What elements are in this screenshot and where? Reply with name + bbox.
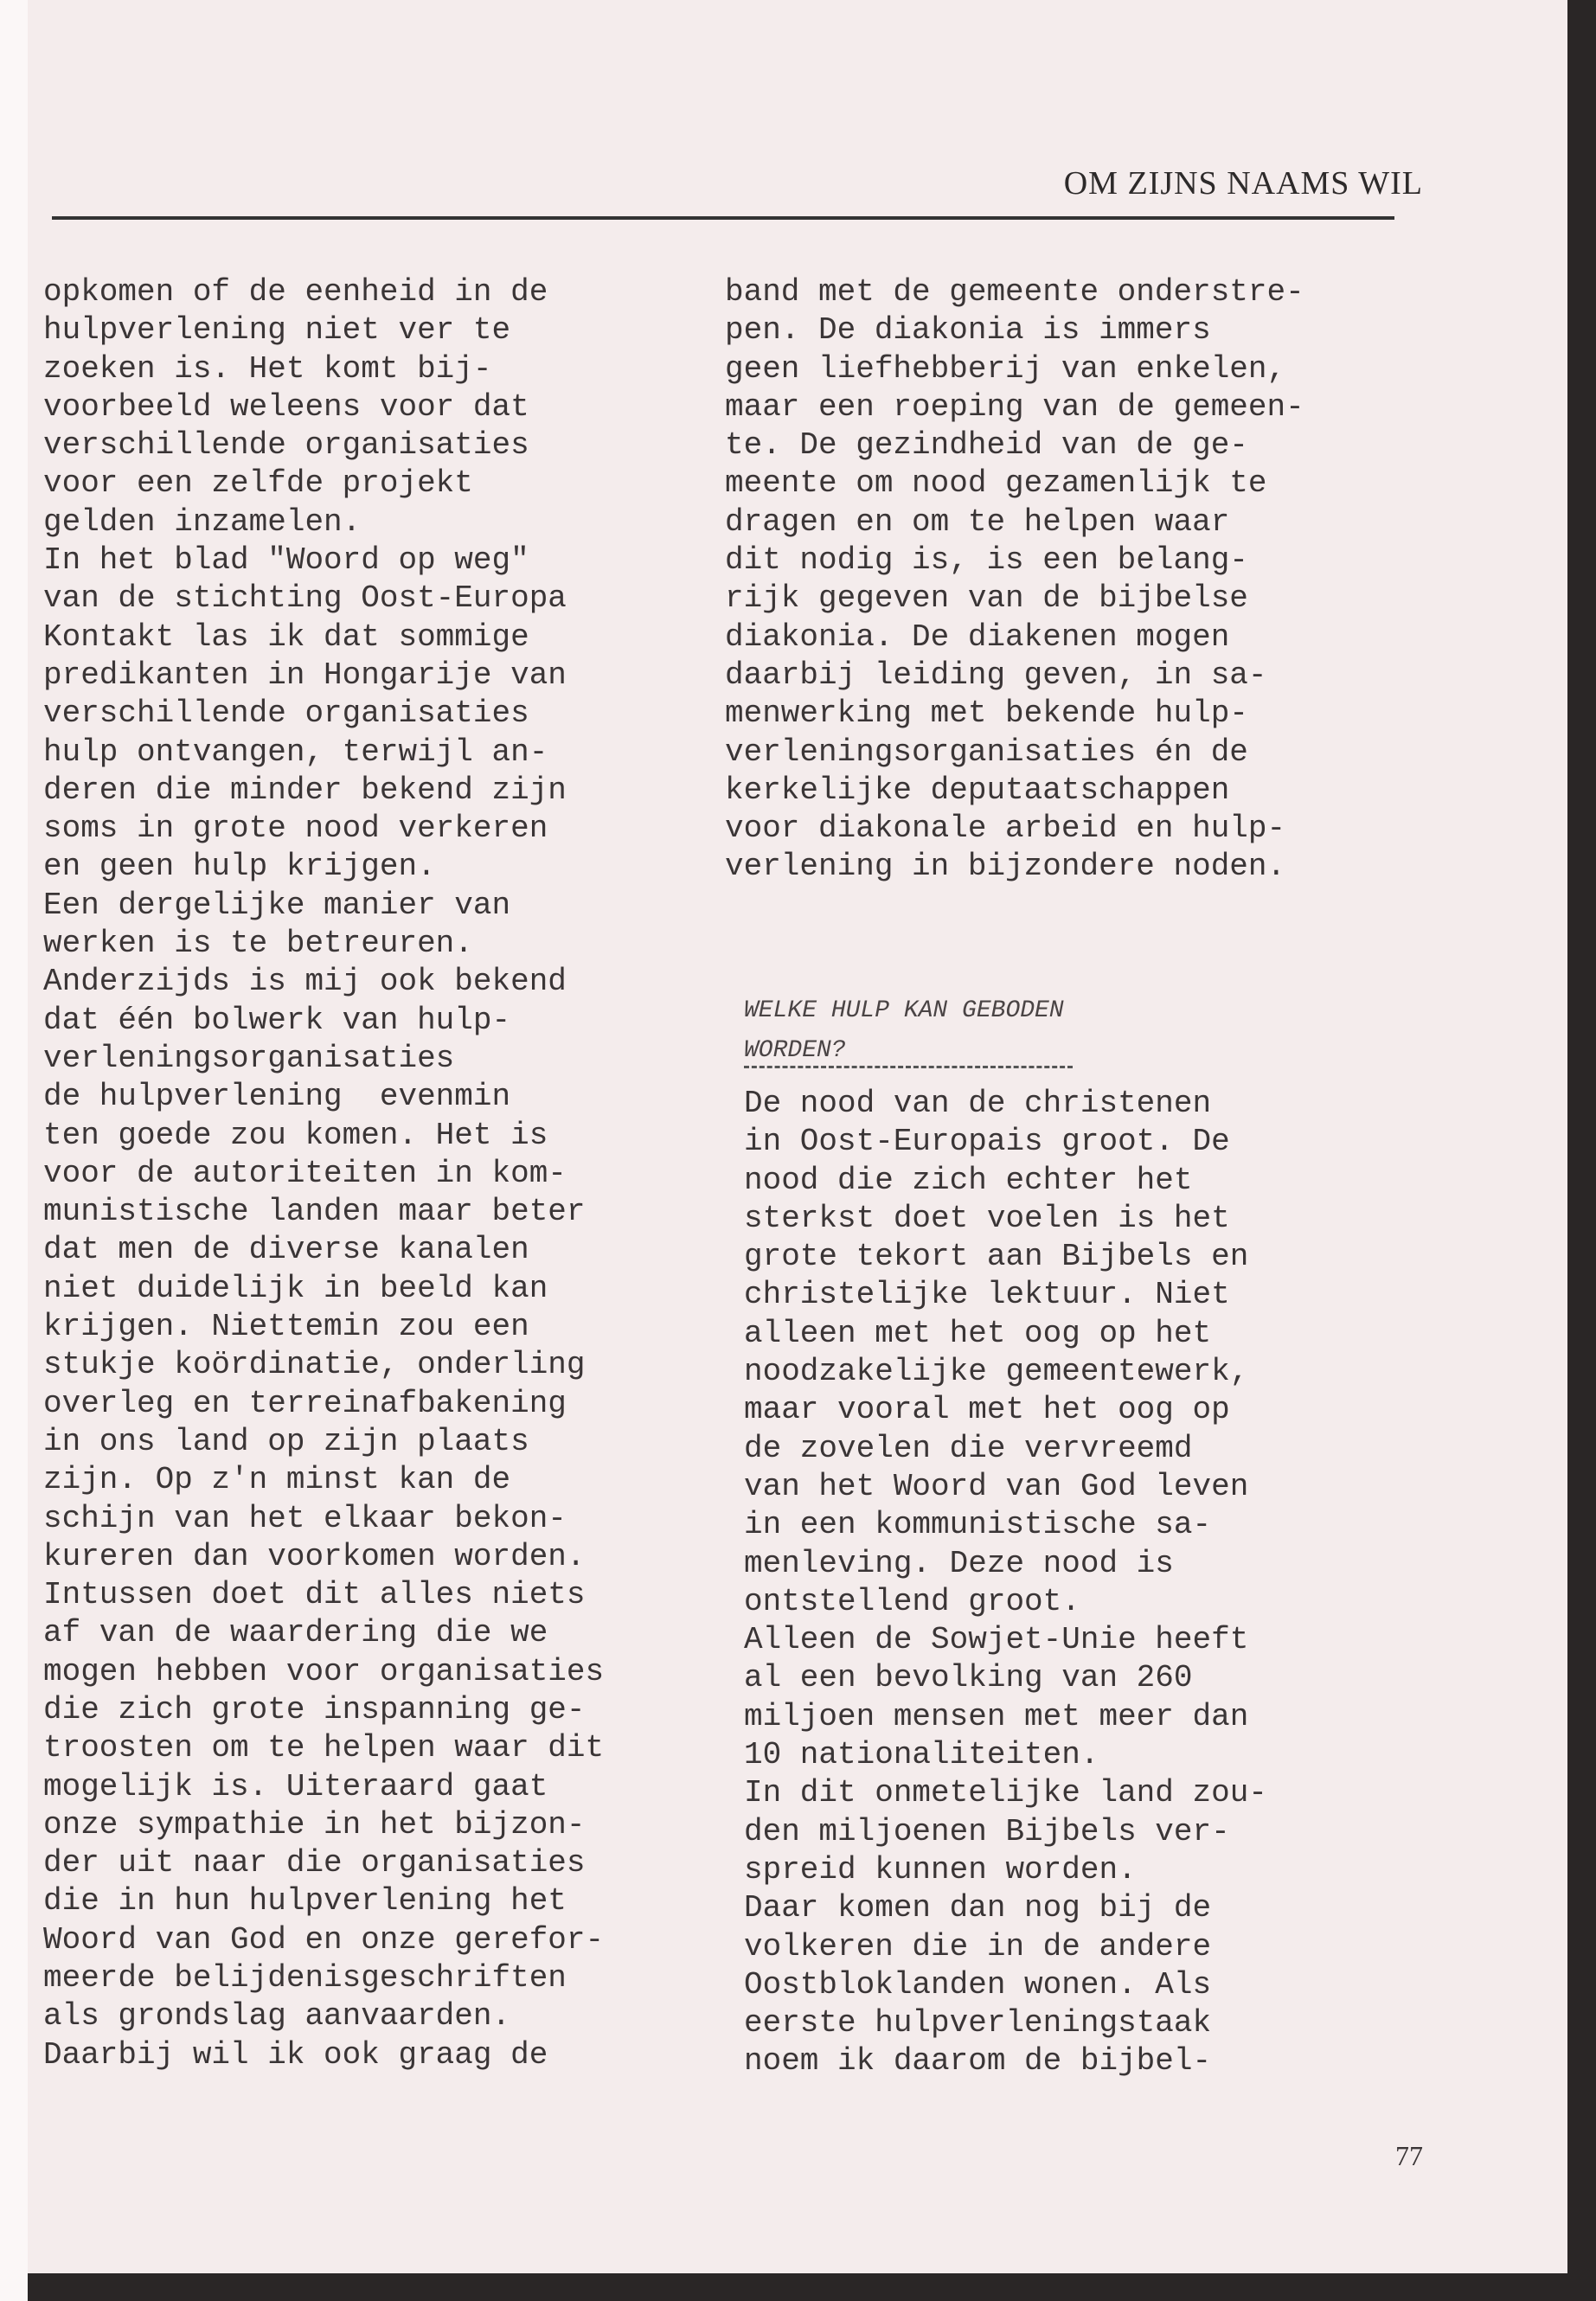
text-line: verschillende organisaties: [43, 695, 529, 732]
text-line: stukje koördinatie, onderling: [43, 1347, 586, 1383]
box-title-line2: WORDEN?: [744, 1037, 846, 1064]
text-line: mogen hebben voor organisaties: [43, 1653, 605, 1689]
text-line: dat men de diverse kanalen: [43, 1232, 529, 1268]
text-line: soms in grote nood verkeren: [43, 811, 548, 847]
text-line: krijgen. Niettemin zou een: [43, 1309, 529, 1345]
text-line: mogelijk is. Uiteraard gaat: [43, 1768, 548, 1804]
text-line: overleg en terreinafbakening: [43, 1385, 567, 1421]
text-line: der uit naar die organisaties: [43, 1845, 586, 1881]
text-line: die in hun hulpverlening het: [43, 1883, 567, 1920]
text-line: den miljoenen Bijbels ver-: [744, 1813, 1230, 1849]
text-line: Daar komen dan nog bij de: [744, 1890, 1212, 1926]
text-line: ontstellend groot.: [744, 1583, 1080, 1619]
box-title-line1: WELKE HULP KAN GEBODEN: [744, 997, 1064, 1024]
text-line: munistische landen maar beter: [43, 1194, 586, 1230]
text-line: maar vooral met het oog op: [744, 1392, 1230, 1428]
text-line: meerde belijdenisgeschriften: [43, 1960, 567, 1997]
text-line: verlening in bijzondere noden.: [725, 849, 1286, 885]
text-line: dat één bolwerk van hulp-: [43, 1002, 511, 1038]
text-line: de zovelen die vervreemd: [744, 1430, 1193, 1466]
text-line: verleningsorganisaties én de: [725, 734, 1248, 770]
text-line: ten goede zou komen. Het is: [43, 1117, 548, 1153]
text-line: Alleen de Sowjet-Unie heeft: [744, 1622, 1249, 1658]
text-line: Woord van God en onze gerefor-: [43, 1921, 605, 1958]
text-line: Intussen doet dit alles niets: [43, 1577, 586, 1613]
text-line: in ons land op zijn plaats: [43, 1423, 529, 1459]
text-line: Daarbij wil ik ook graag de: [43, 2036, 548, 2073]
header-rule: [52, 216, 1394, 220]
page-edge: [0, 0, 28, 2301]
text-line: af van de waardering die we: [43, 1615, 548, 1651]
text-line: sterkst doet voelen is het: [744, 1200, 1230, 1236]
box-title: [744, 991, 1064, 1071]
text-line: Kontakt las ik dat sommige: [43, 619, 529, 655]
text-line: voor diakonale arbeid en hulp-: [725, 811, 1286, 847]
text-line: deren die minder bekend zijn: [43, 772, 567, 808]
text-line: predikanten in Hongarije van: [43, 657, 567, 693]
text-line: miljoen mensen met meer dan: [744, 1698, 1249, 1734]
text-line: van de stichting Oost-Europa: [43, 580, 567, 617]
text-line: van het Woord van God leven: [744, 1468, 1249, 1504]
text-line: Oostbloklanden wonen. Als: [744, 1966, 1212, 2003]
text-line: voor de autoriteiten in kom-: [43, 1155, 567, 1191]
text-line: grote tekort aan Bijbels en: [744, 1239, 1249, 1275]
text-line: nood die zich echter het: [744, 1162, 1193, 1198]
text-line: troosten om te helpen waar dit: [43, 1730, 605, 1766]
text-line: schijn van het elkaar bekon-: [43, 1500, 567, 1536]
text-line: band met de gemeente onderstre-: [725, 274, 1304, 310]
text-line: eerste hulpverleningstaak: [744, 2005, 1212, 2041]
text-line: niet duidelijk in beeld kan: [43, 1270, 548, 1306]
text-line: Een dergelijke manier van: [43, 887, 511, 923]
text-line: menleving. Deze nood is: [744, 1545, 1174, 1581]
text-line: voor een zelfde projekt: [43, 465, 473, 502]
text-line: verschillende organisaties: [43, 427, 529, 464]
text-line: diakonia. De diakenen mogen: [725, 619, 1230, 655]
text-line: In het blad "Woord op weg": [43, 542, 529, 579]
text-line: spreid kunnen worden.: [744, 1851, 1137, 1888]
running-head: OM ZIJNS NAAMS WIL: [1063, 165, 1423, 202]
text-line: verleningsorganisaties: [43, 1040, 455, 1076]
text-line: 10 nationaliteiten.: [744, 1737, 1099, 1773]
text-line: al een bevolking van 260: [744, 1660, 1193, 1696]
text-line: te. De gezindheid van de ge-: [725, 427, 1248, 464]
text-line: voorbeeld weleens voor dat: [43, 388, 529, 425]
text-line: christelijke lektuur. Niet: [744, 1277, 1230, 1313]
text-line: daarbij leiding geven, in sa-: [725, 657, 1267, 693]
text-line: in een kommunistische sa-: [744, 1507, 1212, 1543]
text-line: als grondslag aanvaarden.: [43, 1998, 511, 2035]
box-body: [744, 1085, 1267, 2081]
text-line: In dit onmetelijke land zou-: [744, 1775, 1267, 1811]
text-line: die zich grote inspanning ge-: [43, 1691, 586, 1727]
text-line: en geen hulp krijgen.: [43, 849, 436, 885]
text-line: zijn. Op z'n minst kan de: [43, 1462, 511, 1498]
text-line: pen. De diakonia is immers: [725, 312, 1211, 349]
text-line: dit nodig is, is een belang-: [725, 542, 1248, 579]
text-line: geen liefhebberij van enkelen,: [725, 350, 1286, 387]
text-line: rijk gegeven van de bijbelse: [725, 580, 1248, 617]
text-line: noodzakelijke gemeentewerk,: [744, 1354, 1249, 1390]
text-line: meente om nood gezamenlijk te: [725, 465, 1267, 502]
box-title-underline: [744, 1066, 1073, 1068]
right-column-top: [725, 273, 1304, 887]
text-line: Anderzijds is mij ook bekend: [43, 964, 567, 1000]
text-line: alleen met het oog op het: [744, 1315, 1212, 1351]
text-line: kureren dan voorkomen worden.: [43, 1538, 586, 1574]
text-line: in Oost-Europais groot. De: [744, 1124, 1230, 1160]
text-line: opkomen of de eenheid in de: [43, 274, 548, 310]
text-line: De nood van de christenen: [744, 1086, 1212, 1121]
text-line: werken is te betreuren.: [43, 926, 473, 962]
text-line: menwerking met bekende hulp-: [725, 695, 1248, 732]
text-line: kerkelijke deputaatschappen: [725, 772, 1230, 808]
text-line: volkeren die in de andere: [744, 1928, 1212, 1965]
text-line: de hulpverlening evenmin: [43, 1079, 511, 1115]
text-line: hulp ontvangen, terwijl an-: [43, 734, 548, 770]
text-line: zoeken is. Het komt bij-: [43, 350, 492, 387]
text-line: hulpverlening niet ver te: [43, 312, 511, 349]
text-line: noem ik daarom de bijbel-: [744, 2043, 1212, 2080]
page-number: 77: [1395, 2140, 1423, 2171]
text-line: gelden inzamelen.: [43, 503, 362, 540]
text-line: onze sympathie in het bijzon-: [43, 1806, 586, 1843]
text-line: maar een roeping van de gemeen-: [725, 388, 1304, 425]
text-line: dragen en om te helpen waar: [725, 503, 1230, 540]
left-column: [43, 273, 604, 2074]
